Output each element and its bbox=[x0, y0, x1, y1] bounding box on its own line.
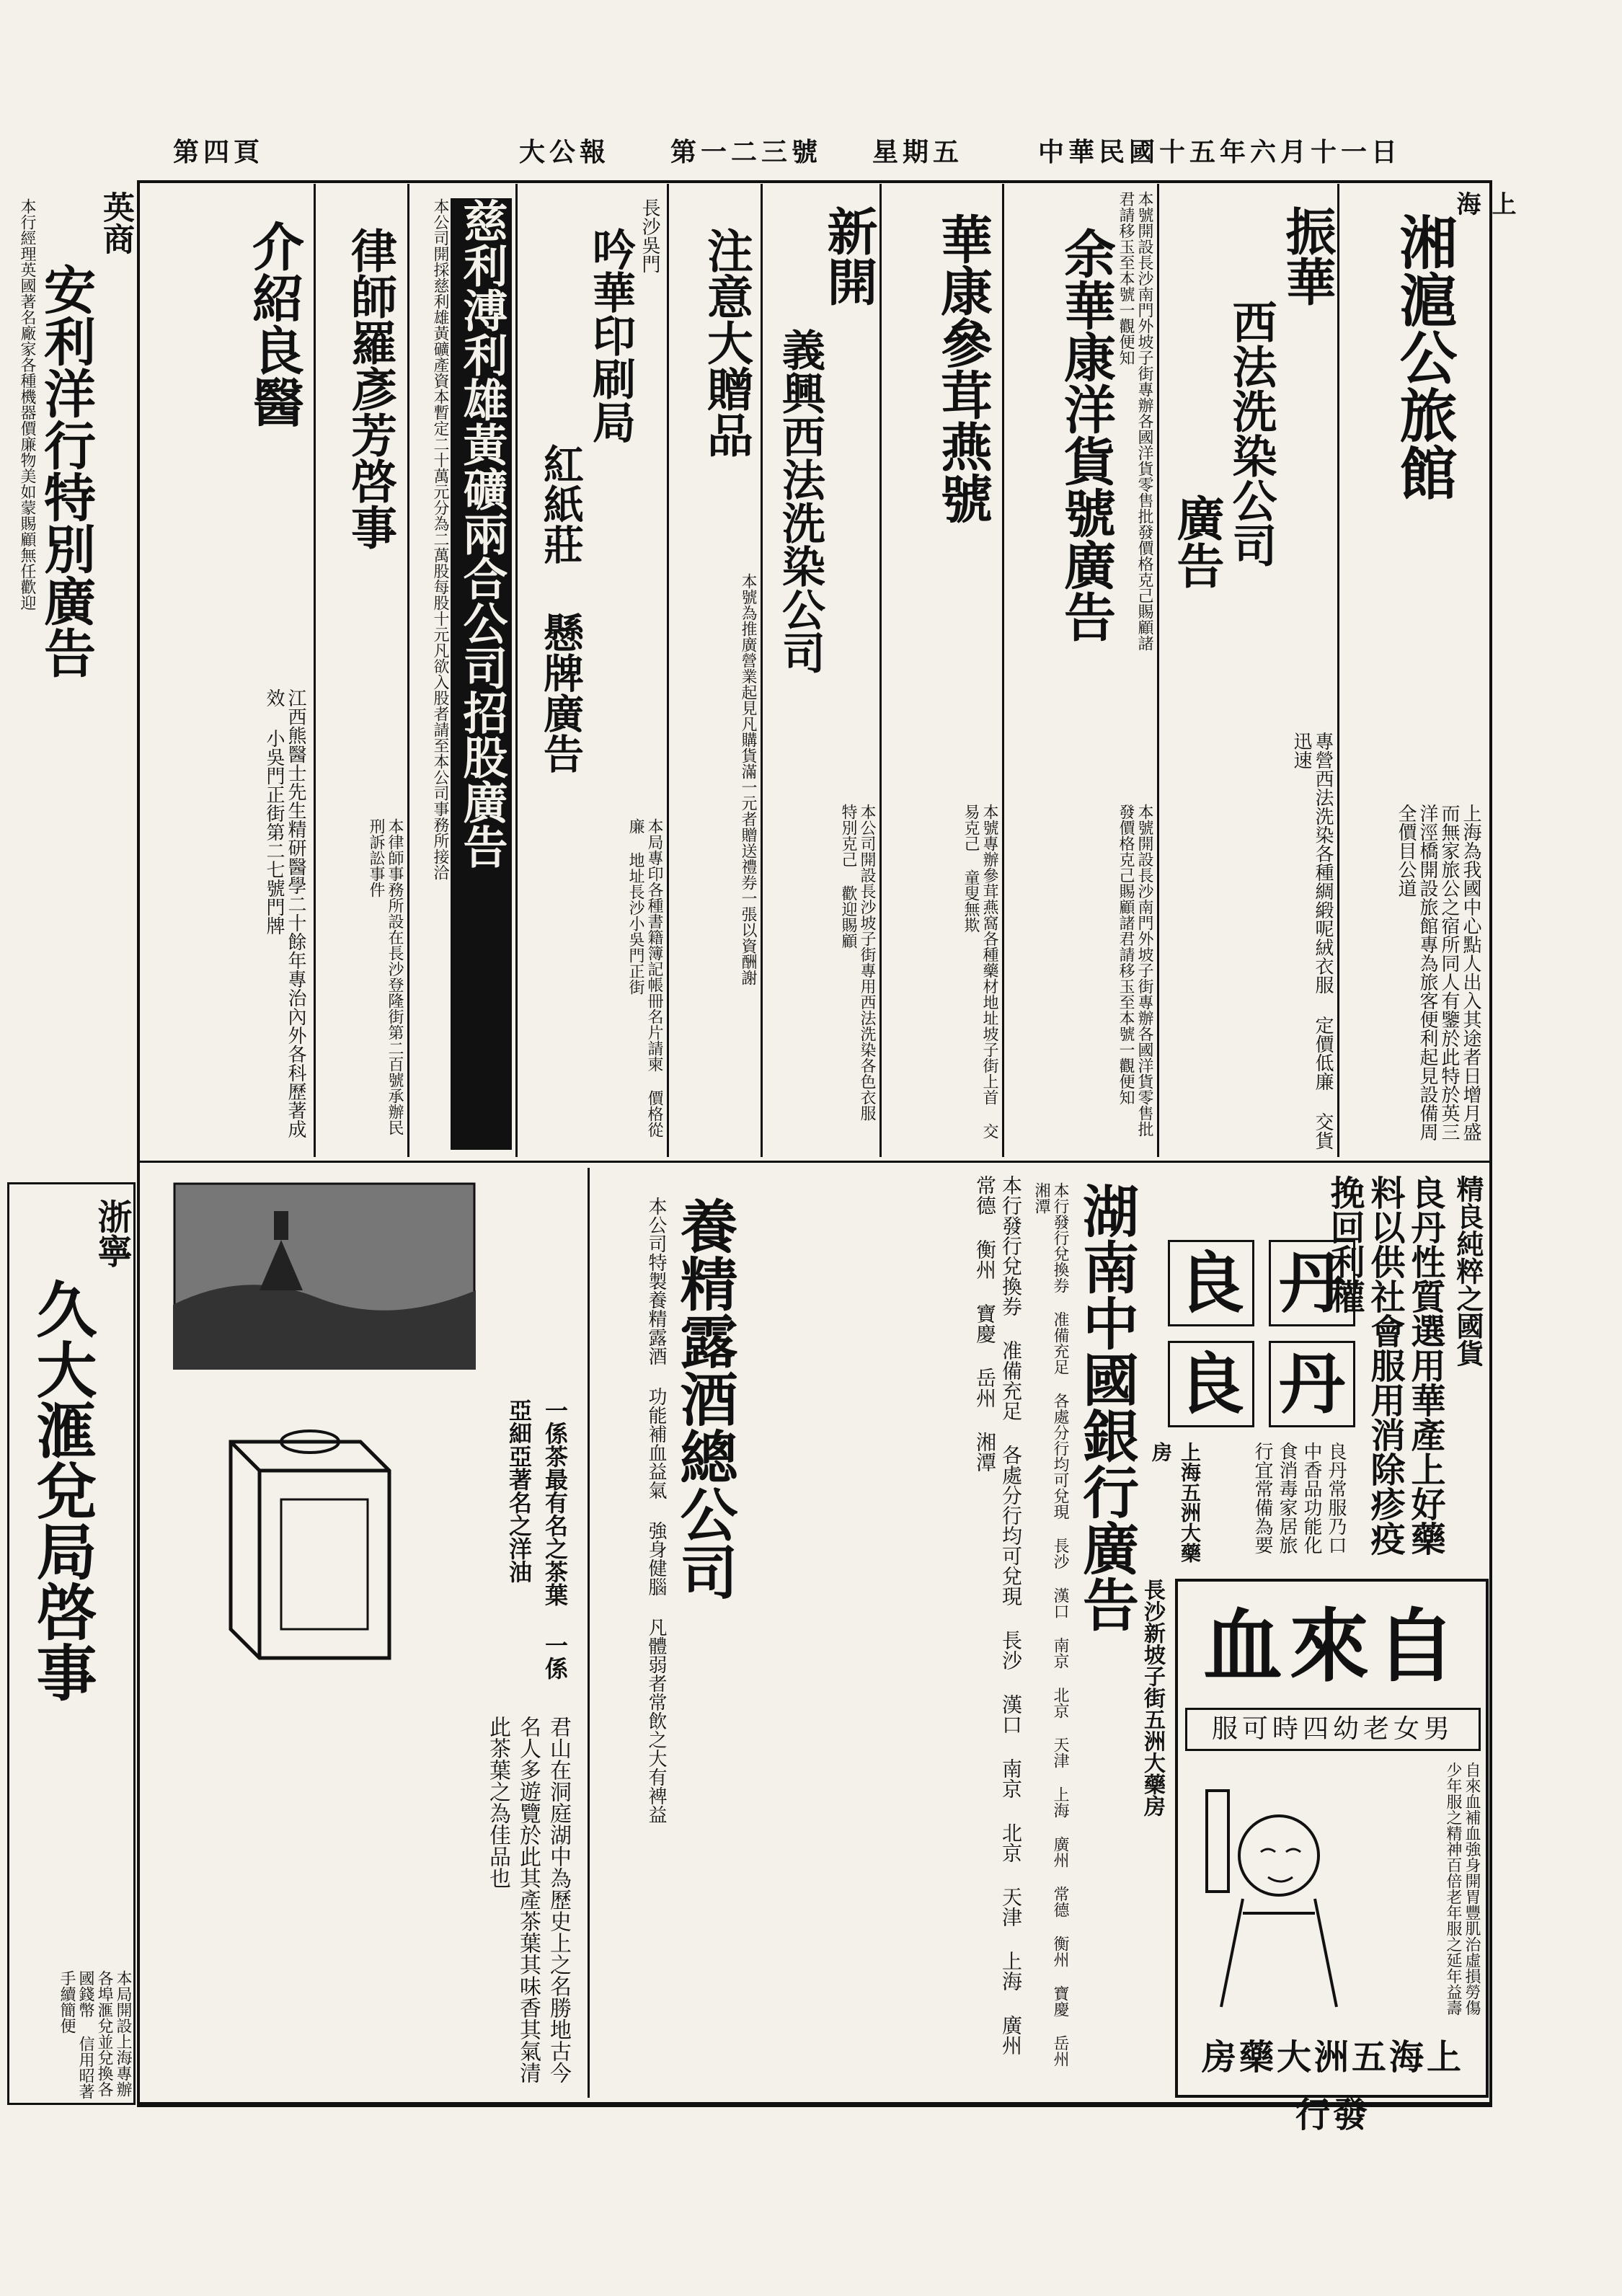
ad-ying bbox=[7, 184, 136, 1157]
zhenhua-title-a: 振華 bbox=[1277, 205, 1337, 306]
ad-zilai bbox=[1175, 1579, 1489, 2135]
jieshao-title: 介紹良醫 bbox=[244, 220, 305, 427]
xinkai-subtitle: 義興西法洗染公司 bbox=[775, 328, 825, 674]
hunan-bank-branches bbox=[750, 1168, 1027, 2098]
ad-yangjing bbox=[591, 1168, 746, 2098]
xinkai-title: 新開 bbox=[819, 205, 879, 306]
ad-zhuyi bbox=[670, 184, 761, 1157]
ad-xianghu bbox=[1341, 184, 1516, 1157]
zhenhua-title-b: 西法洗染公司 bbox=[1225, 299, 1277, 567]
ying-country: 英商 bbox=[97, 191, 134, 254]
ad-yuhua bbox=[1006, 184, 1157, 1157]
masthead-weekday: 星期五 bbox=[872, 137, 964, 167]
seal-char: 良 bbox=[1168, 1240, 1254, 1326]
masthead-paper-name: 大公報 bbox=[519, 137, 611, 167]
ying-title: 安利洋行特別廣告 bbox=[35, 263, 97, 678]
ad-cili bbox=[411, 184, 515, 1157]
jieshao-body: 江西熊醫士先生精研醫學二十餘年專治內外各科歷著成效 小吳門正街第二七號門牌 bbox=[263, 688, 306, 1138]
ad-tea bbox=[166, 1168, 584, 2098]
tin-can-illustration bbox=[202, 1399, 418, 1672]
masthead-date: 中華民國十五年六月十一日 bbox=[1038, 137, 1402, 167]
masthead bbox=[144, 126, 1485, 169]
seal-char: 良 bbox=[1168, 1341, 1254, 1427]
zhenhua-body: 專營西法洗染各種綢緞呢絨衣服 定價低廉 交貨迅速 bbox=[1290, 732, 1334, 1150]
yinhua-small: 長沙吳門 bbox=[639, 198, 660, 273]
ad-xinkai bbox=[764, 184, 879, 1157]
yangjing-title: 養精露酒總公司 bbox=[670, 1197, 738, 1600]
cili-title: 慈利溥利雄黃礦兩合公司招股廣告 bbox=[451, 198, 512, 1150]
ad-yinhua bbox=[519, 184, 667, 1157]
liangdan-headline: 良丹性質選用華產上好藥料以供社會服用消除疹疫挽回利權 bbox=[1324, 1175, 1445, 1556]
ad-hunan-bank bbox=[1031, 1168, 1146, 2098]
jiuda-body: 本局開設上海專辦各埠滙兌並兌換各國錢幣 信用昭著 手續簡便 bbox=[58, 1970, 132, 2099]
liangdan-header: 精良純粹之國貨 bbox=[1452, 1175, 1484, 1367]
tea-body: 君山在洞庭湖中為歷史上之名勝地古今名人多遊覽於此其產茶葉其味香其氣清此茶葉之為佳品也 bbox=[485, 1716, 571, 2083]
ad-jiuda bbox=[7, 1182, 136, 2105]
liangdan-desc: 良丹常服乃口中香品功能化食消毒家居旅行宜常備為要 bbox=[1251, 1442, 1347, 1554]
yuhua-body: 本號開設長沙南門外坡子街專辦各國洋貨零售批發價格克己賜顧諸君請移玉至本號一觀便知 bbox=[1117, 191, 1153, 651]
liangdan-maker: 上海五洲大藥房 bbox=[1149, 1442, 1202, 1563]
lawyer-title: 律師羅彥芳啓事 bbox=[343, 227, 397, 550]
huakang-title: 華康參茸燕號 bbox=[932, 213, 993, 524]
liangdan-seal-grid bbox=[1168, 1240, 1355, 1427]
zilai-title: 自來血 bbox=[1203, 1600, 1463, 1693]
ad-lawyer bbox=[317, 184, 407, 1157]
ying-body: 本行經理英國著名廠家各種機器價廉物美如蒙賜顧無任歡迎 bbox=[18, 198, 36, 611]
yuhua-body-2: 本號開設長沙南門外坡子街專辦各國洋貨零售批發價格克己賜顧諸君請移玉至本號一觀便知 bbox=[1117, 804, 1153, 1137]
lawyer-body: 本律師事務所設在長沙登隆街第二百號承辦民刑訴訟事件 bbox=[367, 818, 404, 1135]
section-divider bbox=[137, 1161, 1492, 1163]
xinkai-body: 本公司開設長沙坡子街專用西法洗染各色衣服 特別克己 歡迎賜顧 bbox=[839, 804, 876, 1121]
landscape-illustration bbox=[173, 1182, 476, 1370]
changsha-branch: 長沙新坡子街五洲大藥房 bbox=[1140, 1579, 1165, 1817]
hunan-bank-title: 湖南中國銀行廣告 bbox=[1073, 1182, 1139, 1632]
xianghu-title: 湘滬公旅館 bbox=[1390, 213, 1458, 501]
jiuda-title: 久大滙兌局啓事 bbox=[27, 1278, 98, 1702]
hunan-bank-body: 本行發行兌換券 准備充足 各處分行均可兌現 長沙 漢口 南京 北京 天津 上海 廣州 常德 衡州 寶慶 岳州 湘潭 bbox=[1032, 1182, 1069, 2067]
cili-body: 本公司開採慈利雄黃礦產資本暫定二十萬元分為二萬股每股十元凡欲入股者請至本公司事務所接洽 bbox=[431, 198, 449, 880]
zhuyi-body: 本號為推廣營業起見凡購貨滿一元者贈送禮券一張以資酬謝 bbox=[739, 573, 757, 985]
xianghu-place: 上海 bbox=[1452, 191, 1516, 216]
yinhua-title: 吟華印刷局 bbox=[585, 227, 636, 443]
xianghu-body: 上海為我國中心點人出入其途者日增月盛而無家旅公之宿所同人有鑒於此特於英三洋涇橋開設旅館專為旅客便利起見設備周全價目公道 bbox=[1395, 804, 1481, 1141]
ad-jieshao bbox=[144, 184, 314, 1157]
masthead-page: 第四頁 bbox=[173, 137, 265, 167]
masthead-issue: 第一二三號 bbox=[670, 137, 823, 167]
tea-caption: 一係茶最有名之茶葉 一係亞細亞著名之洋油 bbox=[505, 1399, 569, 1680]
ad-liangdan bbox=[1146, 1168, 1489, 1572]
yuhua-title: 余華康洋貨號廣告 bbox=[1055, 227, 1117, 642]
hunan-bank-body-2: 本行發行兌換券 准備充足 各處分行均可兌現 長沙 漢口 南京 北京 天津 上海 廣州 常德 衡州 寶慶 岳州 湘潭 bbox=[973, 1175, 1023, 2055]
seal-char: 丹 bbox=[1269, 1240, 1355, 1326]
zhenhua-title-c: 廣告 bbox=[1169, 494, 1225, 589]
yangjing-body: 本公司特製養精露酒 功能補血益氣 強身健腦 凡體弱者常飲之大有裨益 bbox=[645, 1197, 667, 1824]
ad-huakang bbox=[883, 184, 1002, 1157]
zilai-maker: 上海五洲大藥房發行 bbox=[1201, 2037, 1464, 2135]
huakang-body: 本號專辦參茸燕窩各種藥材地址坡子街上首 交易克己 童叟無欺 bbox=[962, 804, 998, 1139]
zilai-body: 自來血補血強身開胃豐肌治虛損勞傷少年服之精神百倍老年服之延年益壽 bbox=[1444, 1762, 1481, 2016]
jiuda-place: 浙寧 bbox=[92, 1199, 132, 1268]
zilai-subtitle: 男女老幼四時可服 bbox=[1185, 1708, 1481, 1751]
zhuyi-title: 注意大贈品 bbox=[699, 227, 753, 458]
zilai-figure-illustration bbox=[1192, 1769, 1351, 2014]
ad-zhenhua bbox=[1161, 184, 1337, 1157]
yinhua-title2: 紅紙莊 懸牌廣告 bbox=[537, 443, 585, 774]
seal-char: 丹 bbox=[1269, 1341, 1355, 1427]
yinhua-body: 本局專印各種書籍簿記帳冊名片請柬 價格從廉 地址長沙小吳門正街 bbox=[626, 818, 663, 1138]
